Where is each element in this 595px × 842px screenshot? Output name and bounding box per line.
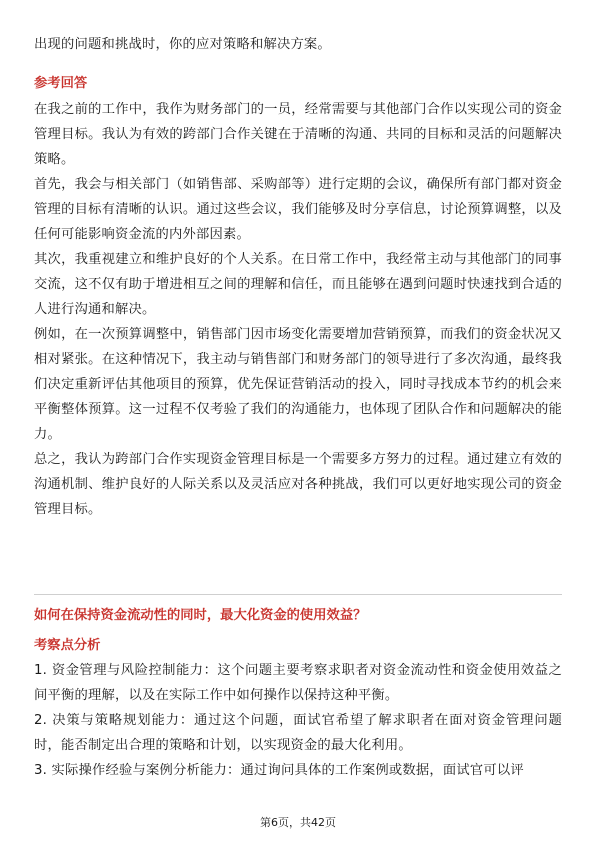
- analysis-body: [34, 658, 562, 783]
- answer-paragraph: 其次，我重视建立和维护良好的个人关系。在日常工作中，我经常主动与其他部门的同事交流，这不仅有助于增进相互之间的理解和信任，而且能够在遇到问题时快速找到合适的人进行沟通和解决。: [34, 252, 562, 317]
- section-divider: [34, 594, 562, 595]
- answer-paragraph: 在我之前的工作中，我作为财务部门的一员，经常需要与其他部门合作以实现公司的资金管理目标。我认为有效的跨部门合作关键在于清晰的沟通、共同的目标和灵活的问题解决策略。: [34, 102, 562, 167]
- answer-paragraph: 例如，在一次预算调整中，销售部门因市场变化需要增加营销预算，而我们的资金状况又相对紧张。在这种情况下，我主动与销售部门和财务部门的领导进行了多次沟通，最终我们决定重新评估其他项目的预算，优先保证营销活动的投入，同时寻找成本节约的机会来平衡整体预算。这一过程不仅考验了我们的沟通能力，也体现了团队合作和问题解决的能力。: [34, 327, 562, 442]
- document-page: [34, 0, 562, 842]
- analysis-item: 2. 决策与策略规划能力：通过这个问题，面试官希望了解求职者在面对资金管理问题时，能否制定出合理的策略和计划，以实现资金的最大化利用。: [34, 713, 562, 753]
- analysis-item: 1. 资金管理与风险控制能力：这个问题主要考察求职者对资金流动性和资金使用效益之间平衡的理解，以及在实际工作中如何操作以保持这种平衡。: [34, 663, 562, 703]
- question-title: 如何在保持资金流动性的同时，最大化资金的使用效益？: [34, 608, 367, 623]
- answer-paragraph: 总之，我认为跨部门合作实现资金管理目标是一个需要多方努力的过程。通过建立有效的沟通机制、维护良好的人际关系以及灵活应对各种挑战，我们可以更好地实现公司的资金管理目标。: [34, 452, 562, 517]
- answer-body: [34, 97, 562, 522]
- answer-heading: 参考回答: [34, 76, 88, 91]
- analysis-item: 3. 实际操作经验与案例分析能力：通过询问具体的工作案例或数据，面试官可以评: [34, 763, 524, 778]
- continued-question-text: 出现的问题和挑战时，你的应对策略和解决方案。: [34, 37, 331, 52]
- answer-paragraph: 首先，我会与相关部门（如销售部、采购部等）进行定期的会议，确保所有部门都对资金管理的目标有清晰的认识。通过这些会议，我们能够及时分享信息，讨论预算调整，以及任何可能影响资金流的内外部因素。: [34, 177, 562, 242]
- page-number: 第6页，共42页: [260, 816, 336, 829]
- analysis-heading: 考察点分析: [34, 638, 101, 653]
